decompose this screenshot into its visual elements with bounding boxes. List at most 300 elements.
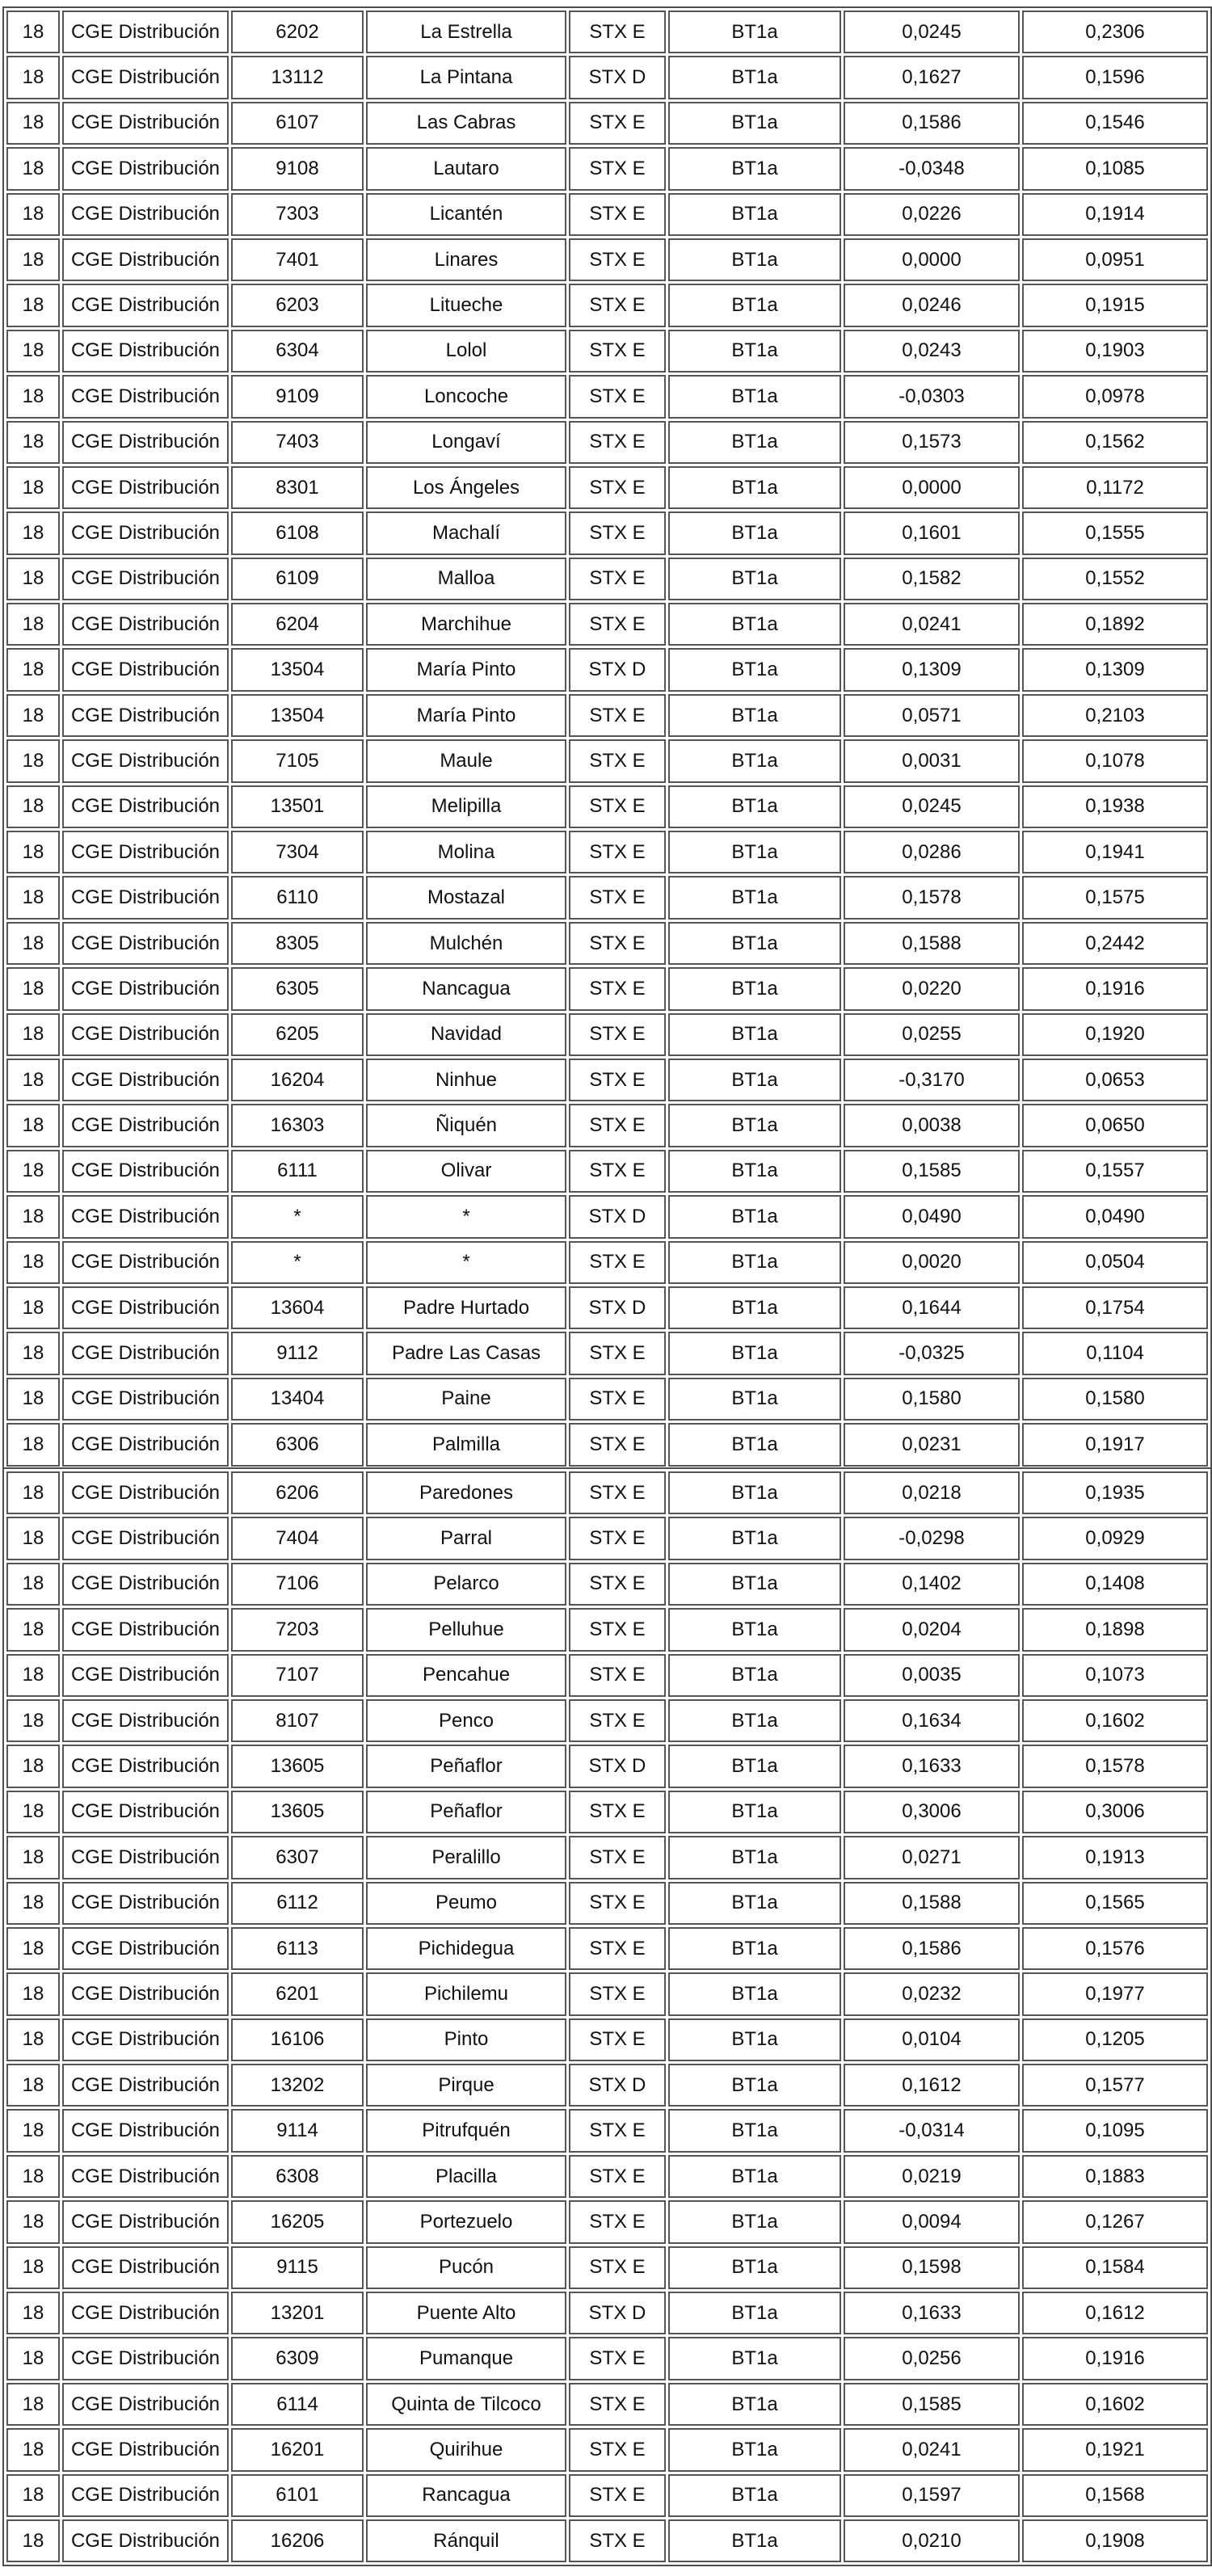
company-cell: CGE Distribución — [62, 2246, 229, 2289]
table-body — [6, 1471, 1208, 2562]
company-cell: CGE Distribución — [62, 648, 229, 691]
company-cell: CGE Distribución — [62, 876, 229, 919]
commune-name-cell: Ránquil — [366, 2519, 566, 2562]
value-a-cell: 0,0271 — [844, 1836, 1020, 1879]
region-cell: 18 — [6, 2064, 60, 2107]
tariff-cell: BT1a — [668, 2246, 841, 2289]
value-a-cell: -0,3170 — [844, 1059, 1020, 1101]
tariff-cell: BT1a — [668, 739, 841, 782]
commune-name-cell: Navidad — [366, 1013, 566, 1056]
table-row — [6, 1563, 1208, 1606]
value-b-cell: 0,1941 — [1022, 831, 1208, 873]
tariff-cell: BT1a — [668, 1332, 841, 1374]
commune-code-cell: 16205 — [231, 2200, 364, 2243]
commune-name-cell: Peñaflor — [366, 1745, 566, 1787]
value-a-cell: 0,1309 — [844, 648, 1020, 691]
tariff-cell: BT1a — [668, 1471, 841, 1514]
tariff-cell: BT1a — [668, 466, 841, 509]
tariff-table-part-2 — [4, 1469, 1210, 2565]
commune-code-cell: 9112 — [231, 1332, 364, 1374]
region-cell: 18 — [6, 1699, 60, 1742]
value-b-cell: 0,1172 — [1022, 466, 1208, 509]
commune-code-cell: 13504 — [231, 694, 364, 737]
value-b-cell: 0,1916 — [1022, 2337, 1208, 2380]
commune-name-cell: Linares — [366, 238, 566, 281]
commune-name-cell: Lautaro — [366, 147, 566, 190]
table-row — [6, 2155, 1208, 2198]
commune-code-cell: 6109 — [231, 558, 364, 600]
value-b-cell: 0,1578 — [1022, 1745, 1208, 1787]
tariff-cell: BT1a — [668, 330, 841, 373]
value-a-cell: 0,1585 — [844, 1150, 1020, 1193]
value-b-cell: 0,1267 — [1022, 2200, 1208, 2243]
table-row — [6, 375, 1208, 418]
region-cell: 18 — [6, 2018, 60, 2061]
commune-name-cell: Loncoche — [366, 375, 566, 418]
sector-cell: STX E — [569, 2428, 666, 2471]
commune-code-cell: 7203 — [231, 1608, 364, 1651]
tariff-cell: BT1a — [668, 2109, 841, 2152]
commune-name-cell: Molina — [366, 831, 566, 873]
sector-cell: STX E — [569, 1608, 666, 1651]
commune-name-cell: La Estrella — [366, 11, 566, 53]
sector-cell: STX E — [569, 1882, 666, 1925]
value-b-cell: 0,1921 — [1022, 2428, 1208, 2471]
company-cell: CGE Distribución — [62, 1699, 229, 1742]
table-row — [6, 1471, 1208, 1514]
tariff-cell: BT1a — [668, 511, 841, 554]
sector-cell: STX E — [569, 739, 666, 782]
company-cell: CGE Distribución — [62, 1927, 229, 1970]
table-row — [6, 102, 1208, 145]
sector-cell: STX E — [569, 1927, 666, 1970]
commune-code-cell: 6114 — [231, 2383, 364, 2426]
region-cell: 18 — [6, 967, 60, 1010]
commune-code-cell: 8301 — [231, 466, 364, 509]
sector-cell: STX E — [569, 466, 666, 509]
table-row — [6, 466, 1208, 509]
value-b-cell: 0,1935 — [1022, 1471, 1208, 1514]
value-b-cell: 0,1565 — [1022, 1882, 1208, 1925]
tariff-cell: BT1a — [668, 11, 841, 53]
tariff-cell: BT1a — [668, 193, 841, 236]
commune-name-cell: Pichidegua — [366, 1927, 566, 1970]
region-cell: 18 — [6, 1059, 60, 1101]
sector-cell: STX E — [569, 967, 666, 1010]
value-b-cell: 0,1913 — [1022, 1836, 1208, 1879]
sector-cell: STX E — [569, 1332, 666, 1374]
value-a-cell: 0,0490 — [844, 1195, 1020, 1238]
tariff-cell: BT1a — [668, 102, 841, 145]
commune-name-cell: Maule — [366, 739, 566, 782]
commune-code-cell: 16106 — [231, 2018, 364, 2061]
commune-code-cell: 7303 — [231, 193, 364, 236]
sector-cell: STX D — [569, 1195, 666, 1238]
sector-cell: STX E — [569, 1059, 666, 1101]
commune-name-cell: Pirque — [366, 2064, 566, 2107]
commune-code-cell: 7304 — [231, 831, 364, 873]
company-cell: CGE Distribución — [62, 193, 229, 236]
tariff-cell: BT1a — [668, 421, 841, 464]
company-cell: CGE Distribución — [62, 2428, 229, 2471]
commune-name-cell: Padre Hurtado — [366, 1286, 566, 1329]
company-cell: CGE Distribución — [62, 1195, 229, 1238]
tariff-cell: BT1a — [668, 1013, 841, 1056]
tariff-cell: BT1a — [668, 1517, 841, 1559]
table-row — [6, 1836, 1208, 1879]
region-cell: 18 — [6, 1836, 60, 1879]
tariff-cell: BT1a — [668, 1378, 841, 1421]
sector-cell: STX E — [569, 558, 666, 600]
region-cell: 18 — [6, 785, 60, 828]
commune-name-cell: Las Cabras — [366, 102, 566, 145]
value-b-cell: 0,1073 — [1022, 1654, 1208, 1697]
table-body — [6, 11, 1208, 1467]
tariff-cell: BT1a — [668, 2474, 841, 2517]
region-cell: 18 — [6, 1332, 60, 1374]
tariff-cell: BT1a — [668, 1608, 841, 1651]
company-cell: CGE Distribución — [62, 1241, 229, 1284]
tariff-cell: BT1a — [668, 1654, 841, 1697]
value-a-cell: 0,1627 — [844, 56, 1020, 99]
value-a-cell: 0,1601 — [844, 511, 1020, 554]
company-cell: CGE Distribución — [62, 739, 229, 782]
tariff-cell: BT1a — [668, 922, 841, 965]
region-cell: 18 — [6, 1745, 60, 1787]
commune-name-cell: Litueche — [366, 284, 566, 326]
commune-code-cell: 7401 — [231, 238, 364, 281]
commune-name-cell: Quirihue — [366, 2428, 566, 2471]
company-cell: CGE Distribución — [62, 1471, 229, 1514]
sector-cell: STX E — [569, 2109, 666, 2152]
commune-code-cell: 6309 — [231, 2337, 364, 2380]
company-cell: CGE Distribución — [62, 2383, 229, 2426]
commune-name-cell: Malloa — [366, 558, 566, 600]
value-a-cell: -0,0303 — [844, 375, 1020, 418]
company-cell: CGE Distribución — [62, 831, 229, 873]
table-row — [6, 2292, 1208, 2334]
company-cell: CGE Distribución — [62, 2519, 229, 2562]
region-cell: 18 — [6, 375, 60, 418]
commune-code-cell: 13404 — [231, 1378, 364, 1421]
tariff-cell: BT1a — [668, 1699, 841, 1742]
value-b-cell: 0,0951 — [1022, 238, 1208, 281]
commune-name-cell: Melipilla — [366, 785, 566, 828]
tariff-cell: BT1a — [668, 1791, 841, 1833]
table-row — [6, 558, 1208, 600]
table-row — [6, 1332, 1208, 1374]
sector-cell: STX E — [569, 11, 666, 53]
region-cell: 18 — [6, 1882, 60, 1925]
company-cell: CGE Distribución — [62, 922, 229, 965]
company-cell: CGE Distribución — [62, 1882, 229, 1925]
commune-name-cell: Mulchén — [366, 922, 566, 965]
company-cell: CGE Distribución — [62, 102, 229, 145]
commune-code-cell: 8107 — [231, 1699, 364, 1742]
value-b-cell: 0,0978 — [1022, 375, 1208, 418]
table-row — [6, 421, 1208, 464]
sector-cell: STX E — [569, 1791, 666, 1833]
company-cell: CGE Distribución — [62, 694, 229, 737]
tariff-cell: BT1a — [668, 1563, 841, 1606]
value-b-cell: 0,1309 — [1022, 648, 1208, 691]
company-cell: CGE Distribución — [62, 1013, 229, 1056]
value-a-cell: 0,0031 — [844, 739, 1020, 782]
table-row — [6, 1195, 1208, 1238]
region-cell: 18 — [6, 2428, 60, 2471]
value-a-cell: 0,0255 — [844, 1013, 1020, 1056]
sector-cell: STX E — [569, 193, 666, 236]
region-cell: 18 — [6, 603, 60, 646]
commune-name-cell: Palmilla — [366, 1423, 566, 1466]
commune-code-cell: 9108 — [231, 147, 364, 190]
sector-cell: STX D — [569, 1286, 666, 1329]
commune-name-cell: Ñiquén — [366, 1104, 566, 1147]
region-cell: 18 — [6, 1654, 60, 1697]
value-a-cell: 0,0232 — [844, 1972, 1020, 2015]
table-row — [6, 2383, 1208, 2426]
sector-cell: STX E — [569, 421, 666, 464]
value-b-cell: 0,1555 — [1022, 511, 1208, 554]
value-a-cell: 0,1402 — [844, 1563, 1020, 1606]
table-row — [6, 147, 1208, 190]
region-cell: 18 — [6, 193, 60, 236]
value-b-cell: 0,0929 — [1022, 1517, 1208, 1559]
value-a-cell: 0,0231 — [844, 1423, 1020, 1466]
tariff-cell: BT1a — [668, 648, 841, 691]
tariff-cell: BT1a — [668, 2064, 841, 2107]
table-row — [6, 1241, 1208, 1284]
value-a-cell: 0,1578 — [844, 876, 1020, 919]
sector-cell: STX E — [569, 922, 666, 965]
commune-name-cell: Padre Las Casas — [366, 1332, 566, 1374]
company-cell: CGE Distribución — [62, 1791, 229, 1833]
tariff-cell: BT1a — [668, 831, 841, 873]
company-cell: CGE Distribución — [62, 56, 229, 99]
company-cell: CGE Distribución — [62, 2064, 229, 2107]
sector-cell: STX D — [569, 2064, 666, 2107]
tariff-cell: BT1a — [668, 876, 841, 919]
tariff-cell: BT1a — [668, 1104, 841, 1147]
value-b-cell: 0,1408 — [1022, 1563, 1208, 1606]
sector-cell: STX D — [569, 648, 666, 691]
value-b-cell: 0,1908 — [1022, 2519, 1208, 2562]
region-cell: 18 — [6, 739, 60, 782]
table-row — [6, 193, 1208, 236]
table-row — [6, 785, 1208, 828]
company-cell: CGE Distribución — [62, 2200, 229, 2243]
region-cell: 18 — [6, 2474, 60, 2517]
company-cell: CGE Distribución — [62, 511, 229, 554]
value-a-cell: 0,1644 — [844, 1286, 1020, 1329]
region-cell: 18 — [6, 1791, 60, 1833]
table-row — [6, 922, 1208, 965]
company-cell: CGE Distribución — [62, 603, 229, 646]
region-cell: 18 — [6, 1150, 60, 1193]
sector-cell: STX E — [569, 1378, 666, 1421]
value-a-cell: 0,0035 — [844, 1654, 1020, 1697]
commune-name-cell: María Pinto — [366, 648, 566, 691]
tariff-cell: BT1a — [668, 2337, 841, 2380]
commune-name-cell: Mostazal — [366, 876, 566, 919]
region-cell: 18 — [6, 238, 60, 281]
value-b-cell: 0,0490 — [1022, 1195, 1208, 1238]
table-row — [6, 694, 1208, 737]
value-b-cell: 0,1078 — [1022, 739, 1208, 782]
value-a-cell: -0,0298 — [844, 1517, 1020, 1559]
commune-code-cell: 6308 — [231, 2155, 364, 2198]
commune-name-cell: Los Ángeles — [366, 466, 566, 509]
commune-name-cell: Penco — [366, 1699, 566, 1742]
company-cell: CGE Distribución — [62, 1608, 229, 1651]
region-cell: 18 — [6, 1608, 60, 1651]
commune-name-cell: Pelarco — [366, 1563, 566, 1606]
tariff-cell: BT1a — [668, 1423, 841, 1466]
commune-code-cell: * — [231, 1241, 364, 1284]
sector-cell: STX E — [569, 102, 666, 145]
commune-name-cell: * — [366, 1195, 566, 1238]
commune-code-cell: 7403 — [231, 421, 364, 464]
commune-code-cell: 16201 — [231, 2428, 364, 2471]
company-cell: CGE Distribución — [62, 2155, 229, 2198]
table-row — [6, 1654, 1208, 1697]
value-b-cell: 0,1898 — [1022, 1608, 1208, 1651]
commune-code-cell: * — [231, 1195, 364, 1238]
tariff-cell: BT1a — [668, 1882, 841, 1925]
value-a-cell: 0,3006 — [844, 1791, 1020, 1833]
region-cell: 18 — [6, 2155, 60, 2198]
tariff-table-part-1 — [4, 8, 1210, 1469]
table-row — [6, 1378, 1208, 1421]
commune-code-cell: 16206 — [231, 2519, 364, 2562]
value-b-cell: 0,1557 — [1022, 1150, 1208, 1193]
table-row — [6, 284, 1208, 326]
commune-code-cell: 7404 — [231, 1517, 364, 1559]
region-cell: 18 — [6, 1423, 60, 1466]
value-a-cell: 0,1588 — [844, 922, 1020, 965]
region-cell: 18 — [6, 694, 60, 737]
region-cell: 18 — [6, 876, 60, 919]
table-row — [6, 648, 1208, 691]
sector-cell: STX D — [569, 2292, 666, 2334]
commune-name-cell: Paine — [366, 1378, 566, 1421]
tariff-cell: BT1a — [668, 1195, 841, 1238]
commune-code-cell: 6113 — [231, 1927, 364, 1970]
commune-name-cell: Quinta de Tilcoco — [366, 2383, 566, 2426]
commune-code-cell: 6206 — [231, 1471, 364, 1514]
value-b-cell: 0,1562 — [1022, 421, 1208, 464]
value-a-cell: 0,0218 — [844, 1471, 1020, 1514]
region-cell: 18 — [6, 147, 60, 190]
tariff-cell: BT1a — [668, 1059, 841, 1101]
sector-cell: STX E — [569, 1972, 666, 2015]
tariff-cell: BT1a — [668, 967, 841, 1010]
company-cell: CGE Distribución — [62, 2018, 229, 2061]
value-a-cell: 0,0104 — [844, 2018, 1020, 2061]
sector-cell: STX E — [569, 1654, 666, 1697]
tariff-cell: BT1a — [668, 284, 841, 326]
tariff-cell: BT1a — [668, 56, 841, 99]
commune-name-cell: Peñaflor — [366, 1791, 566, 1833]
value-b-cell: 0,1917 — [1022, 1423, 1208, 1466]
commune-code-cell: 13604 — [231, 1286, 364, 1329]
region-cell: 18 — [6, 11, 60, 53]
value-b-cell: 0,1104 — [1022, 1332, 1208, 1374]
tariff-cell: BT1a — [668, 694, 841, 737]
commune-name-cell: Pichilemu — [366, 1972, 566, 2015]
tariff-cell: BT1a — [668, 147, 841, 190]
value-b-cell: 0,0650 — [1022, 1104, 1208, 1147]
value-a-cell: 0,0241 — [844, 603, 1020, 646]
value-a-cell: 0,1586 — [844, 102, 1020, 145]
value-a-cell: -0,0325 — [844, 1332, 1020, 1374]
commune-name-cell: Olivar — [366, 1150, 566, 1193]
commune-name-cell: Ninhue — [366, 1059, 566, 1101]
company-cell: CGE Distribución — [62, 1972, 229, 2015]
value-b-cell: 0,1915 — [1022, 284, 1208, 326]
commune-name-cell: Puente Alto — [366, 2292, 566, 2334]
company-cell: CGE Distribución — [62, 558, 229, 600]
table-row — [6, 2519, 1208, 2562]
commune-name-cell: Peralillo — [366, 1836, 566, 1879]
region-cell: 18 — [6, 2519, 60, 2562]
value-a-cell: 0,0038 — [844, 1104, 1020, 1147]
tariff-cell: BT1a — [668, 2292, 841, 2334]
tariff-cell: BT1a — [668, 1927, 841, 1970]
company-cell: CGE Distribución — [62, 238, 229, 281]
value-b-cell: 0,2306 — [1022, 11, 1208, 53]
table-row — [6, 2109, 1208, 2152]
region-cell: 18 — [6, 1972, 60, 2015]
value-a-cell: 0,1598 — [844, 2246, 1020, 2289]
commune-name-cell: Portezuelo — [366, 2200, 566, 2243]
commune-code-cell: 6108 — [231, 511, 364, 554]
value-b-cell: 0,2442 — [1022, 922, 1208, 965]
value-b-cell: 0,1914 — [1022, 193, 1208, 236]
value-b-cell: 0,2103 — [1022, 694, 1208, 737]
commune-code-cell: 16303 — [231, 1104, 364, 1147]
commune-code-cell: 6203 — [231, 284, 364, 326]
sector-cell: STX E — [569, 2337, 666, 2380]
commune-code-cell: 9115 — [231, 2246, 364, 2289]
table-row — [6, 1927, 1208, 1970]
commune-name-cell: Machalí — [366, 511, 566, 554]
sector-cell: STX E — [569, 1563, 666, 1606]
value-a-cell: 0,0286 — [844, 831, 1020, 873]
commune-code-cell: 6107 — [231, 102, 364, 145]
tariff-cell: BT1a — [668, 1972, 841, 2015]
tariff-cell: BT1a — [668, 2200, 841, 2243]
tariff-cell: BT1a — [668, 603, 841, 646]
region-cell: 18 — [6, 1104, 60, 1147]
commune-code-cell: 7107 — [231, 1654, 364, 1697]
region-cell: 18 — [6, 922, 60, 965]
table-row — [6, 1150, 1208, 1193]
company-cell: CGE Distribución — [62, 330, 229, 373]
sector-cell: STX D — [569, 56, 666, 99]
table-row — [6, 1104, 1208, 1147]
commune-name-cell: Marchihue — [366, 603, 566, 646]
value-a-cell: 0,0219 — [844, 2155, 1020, 2198]
value-a-cell: 0,0256 — [844, 2337, 1020, 2380]
value-b-cell: 0,0653 — [1022, 1059, 1208, 1101]
commune-code-cell: 6101 — [231, 2474, 364, 2517]
table-row — [6, 967, 1208, 1010]
table-row — [6, 330, 1208, 373]
company-cell: CGE Distribución — [62, 2474, 229, 2517]
region-cell: 18 — [6, 466, 60, 509]
sector-cell: STX E — [569, 511, 666, 554]
